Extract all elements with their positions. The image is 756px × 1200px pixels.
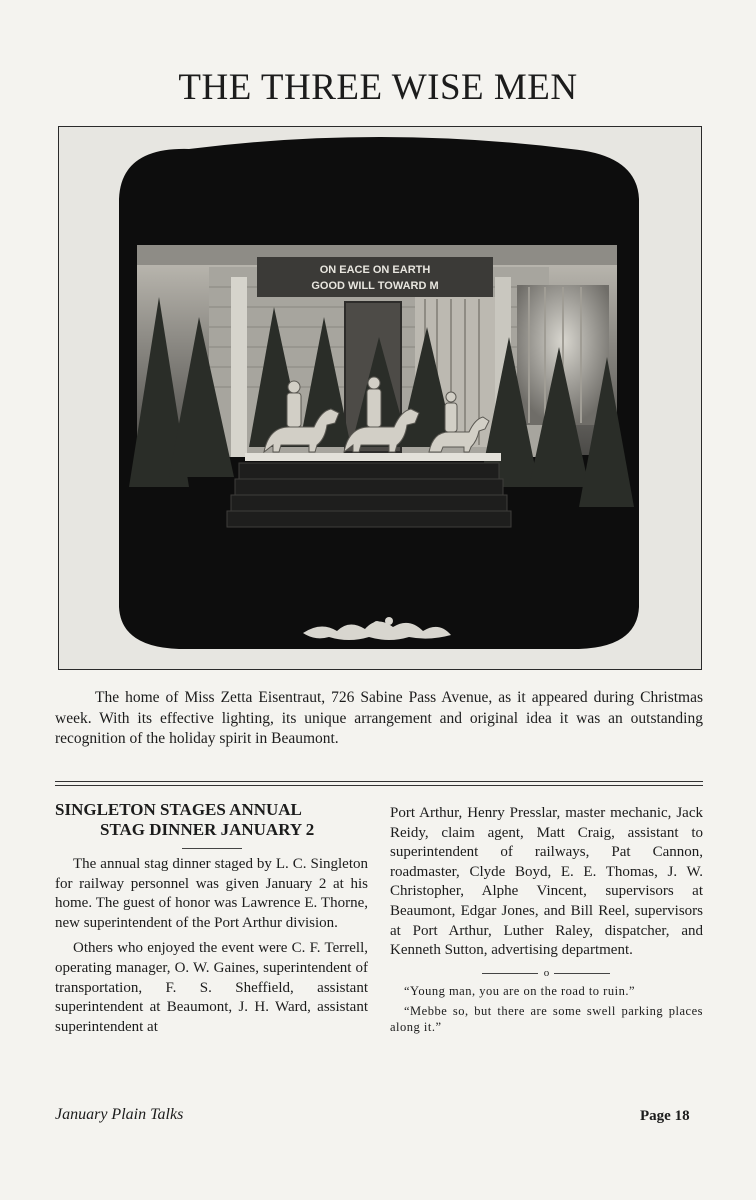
section-divider [55,781,703,782]
joke-line-1: “Young man, you are on the road to ruin.” [404,983,635,998]
joke-line-2: “Mebbe so, but there are some swell parking places along it.” [390,1003,703,1034]
headline-rule [182,848,242,849]
footer-publication: January Plain Talks [55,1106,184,1123]
article-column-left [55,800,368,1043]
house-illustration [59,127,700,668]
article-paragraph-1: The annual stag dinner staged by L. C. Singleton for railway personnel was given January 2 at his home. The guest of honor was Lawrence E. Thorne, new superintendent of the Port Arthur division. [55,856,368,931]
headline-line-1: SINGLETON STAGES ANNUAL [55,800,302,819]
christmas-house-photo [58,126,702,670]
section-divider-2 [55,785,703,786]
article-paragraph-2-continued: Port Arthur, Henry Presslar, master mechanic, Jack Reidy, claim agent, Matt Craig, assistant to superintendent of railways, Pat Cannon, roadmaster, Clyde Boyd, E. E. Thomas, J. W. Christopher, Alphe Vincent, supervisors at Beaumont, Edgar Jones, and Bill Reel, supervisors at Port Arthur, Luther Raley, dispatcher, and Kenneth Sutton, advertising department. [390,805,703,959]
page-title: THE THREE WISE MEN [178,67,578,108]
article-headline [55,800,368,840]
banner-line-2: GOOD WILL TOWARD M [311,280,439,292]
filler-divider [390,967,703,979]
headline-line-2: STAG DINNER JANUARY 2 [100,820,315,839]
footer-page-number: Page 18 [640,1108,690,1124]
article-paragraph-2: Others who enjoyed the event were C. F. Terrell, operating manager, O. W. Gaines, superintendent of transportation, F. S. Sheffield, assistant superintendent at Beaumont, J. H. Ward, assistant superintendent at [55,940,368,1035]
photo-caption: The home of Miss Zetta Eisentraut, 726 Sabine Pass Avenue, as it appeared during Christmas week. With its effective lighting, its unique arrangement and original idea it was an outstanding recognition of the holiday spirit in Beaumont. [55,689,703,747]
article-column-right [390,804,703,1039]
banner-line-1: ON EACE ON EARTH [319,264,431,276]
divider-mark: o [543,966,550,979]
